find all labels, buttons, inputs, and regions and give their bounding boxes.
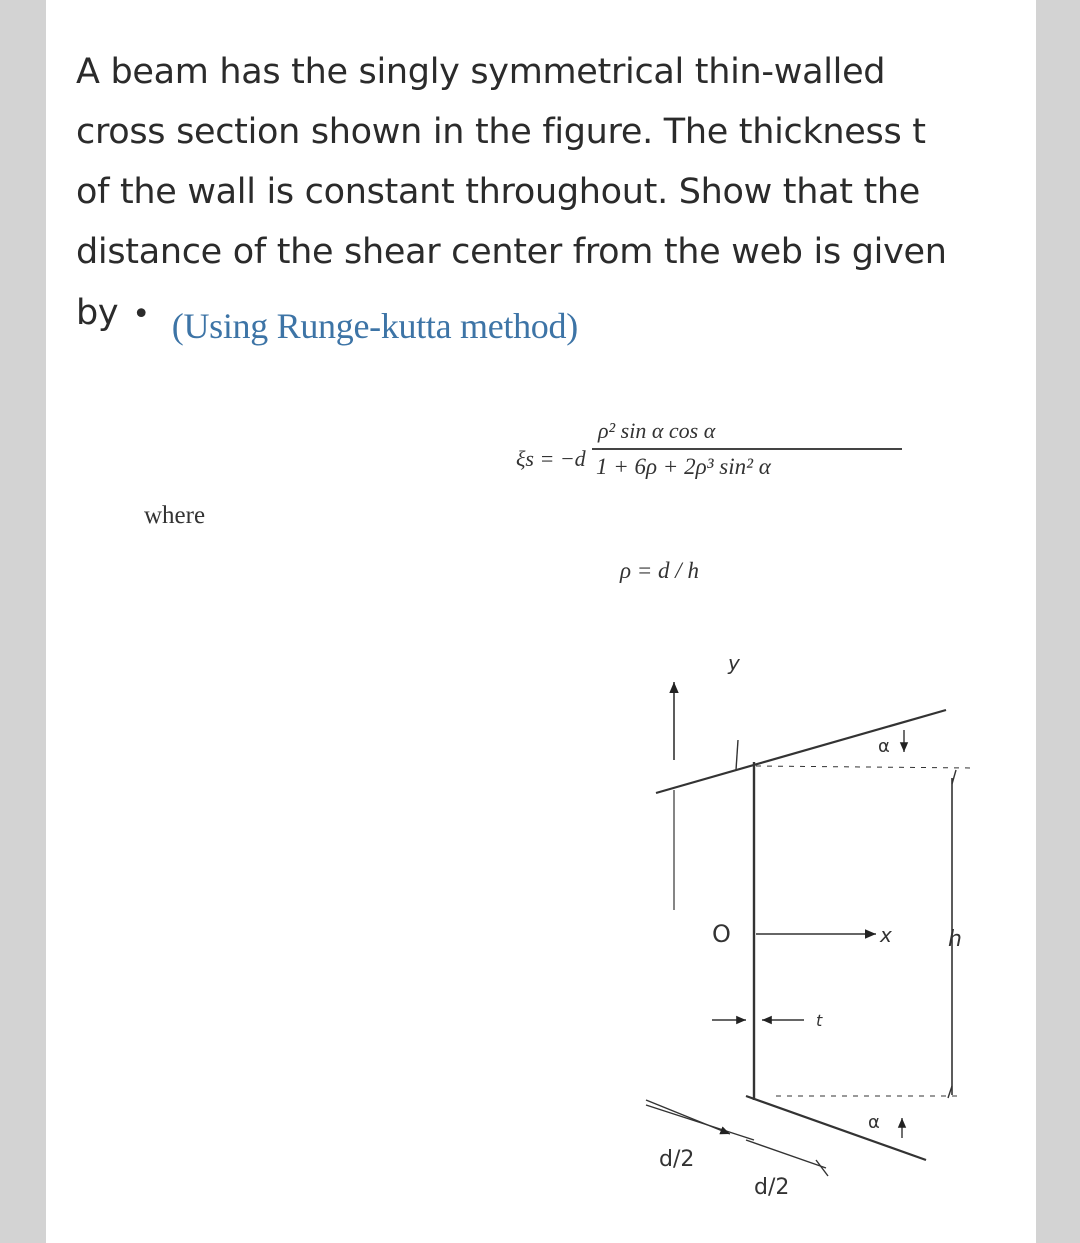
formula-numerator: ρ² sin α cos α — [598, 418, 716, 443]
question-line-4: distance of the shear center from the web is given — [76, 232, 947, 272]
question-line-5 — [76, 282, 1016, 345]
figure-image — [126, 390, 986, 1220]
label-alpha-top: α — [878, 736, 890, 757]
question-line-2: cross section shown in the figure. The thickness t — [76, 112, 926, 152]
label-y: y — [728, 651, 740, 675]
formula-lhs: ξs = −d — [516, 446, 586, 471]
right-margin — [1036, 0, 1080, 1243]
left-margin — [0, 0, 46, 1243]
rho-definition: ρ = d / h — [620, 558, 699, 583]
method-note: (Using Runge-kutta method) — [171, 306, 578, 346]
by-word: by — [76, 293, 119, 333]
label-t: t — [816, 1011, 823, 1030]
top-flange — [656, 710, 946, 793]
question-text — [76, 42, 1016, 345]
where-label: where — [144, 502, 206, 529]
cross-section-diagram — [126, 390, 986, 1220]
formula-denominator: 1 + 6ρ + 2ρ³ sin² α — [596, 454, 771, 479]
question-line-3: of the wall is constant throughout. Show that the — [76, 172, 921, 212]
question-card — [46, 0, 1036, 1243]
bullet-icon: • — [132, 297, 150, 332]
label-alpha-bottom: α — [868, 1112, 880, 1133]
label-o: O — [712, 920, 731, 948]
label-d2-right: d/2 — [754, 1175, 790, 1200]
label-h: h — [948, 927, 962, 952]
label-d2-left: d/2 — [659, 1147, 695, 1172]
question-line-1: A beam has the singly symmetrical thin-walled — [76, 52, 886, 92]
label-x: x — [880, 923, 892, 947]
bottom-flange — [746, 1096, 926, 1160]
